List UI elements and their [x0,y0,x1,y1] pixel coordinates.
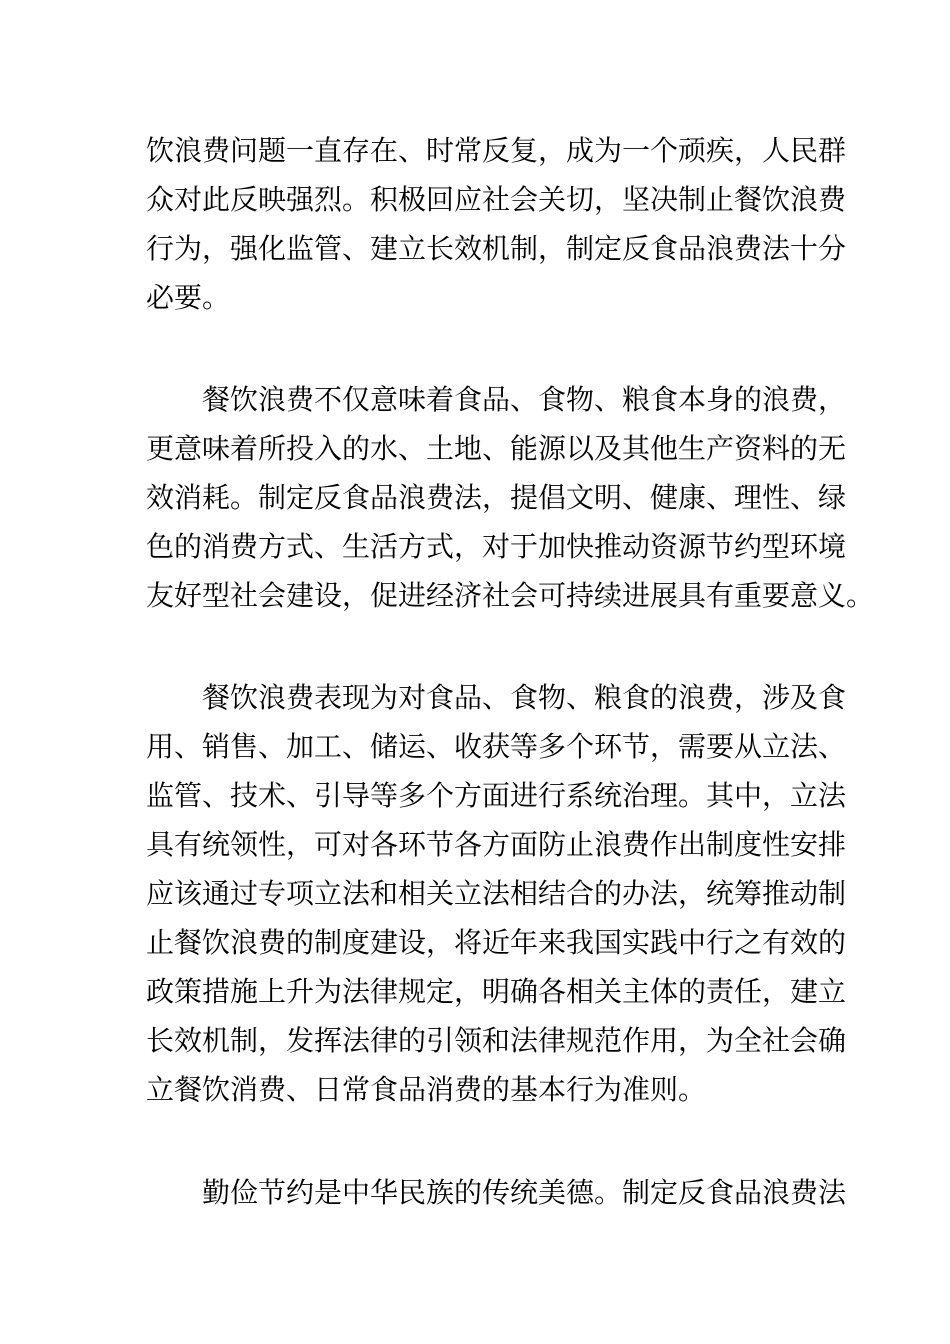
paragraph-line: 更意味着所投入的水、土地、能源以及其他生产资料的无 [146,432,847,465]
paragraph-line: 友好型社会建设，促进经济社会可持续进展具有重要意义。 [146,579,875,612]
paragraph-line: 效消耗。制定反食品浪费法，提倡文明、健康、理性、绿 [146,481,847,514]
paragraph-line: 长效机制，发挥法律的引领和法律规范作用，为全社会确 [146,1024,847,1057]
paragraph-line: 立餐饮消费、日常食品消费的基本行为准则。 [146,1073,707,1106]
paragraph-line: 餐饮浪费不仅意味着食品、食物、粮食本身的浪费， [202,383,847,416]
paragraph-3 [146,673,847,1114]
paragraph-line: 众对此反映强烈。积极回应社会关切，坚决制止餐饮浪费 [146,183,847,216]
paragraph-line: 政策措施上升为法律规定，明确各相关主体的责任，建立 [146,975,847,1008]
paragraph-line: 具有统领性，可对各环节各方面防止浪费作出制度性安排 [146,828,847,861]
paragraph-line: 色的消费方式、生活方式，对于加快推动资源节约型环境 [146,530,847,563]
paragraph-line: 用、销售、加工、储运、收获等多个环节，需要从立法、 [146,730,847,763]
paragraph-line: 止餐饮浪费的制度建设，将近年来我国实践中行之有效的 [146,926,847,959]
paragraph-line: 饮浪费问题一直存在、时常反复，成为一个顽疾，人民群 [146,134,847,167]
paragraph-1 [146,126,847,322]
paragraph-line: 勤俭节约是中华民族的传统美德。制定反食品浪费法 [202,1176,847,1209]
paragraph-2 [146,375,875,620]
paragraph-line: 餐饮浪费表现为对食品、食物、粮食的浪费，涉及食 [202,681,847,714]
paragraph-line: 应该通过专项立法和相关立法相结合的办法，统筹推动制 [146,877,847,910]
paragraph-line: 监管、技术、引导等多个方面进行系统治理。其中，立法 [146,779,847,812]
paragraph-line: 行为，强化监管、建立长效机制，制定反食品浪费法十分 [146,232,847,265]
paragraph-line: 必要。 [146,281,231,314]
paragraph-4 [146,1168,847,1217]
